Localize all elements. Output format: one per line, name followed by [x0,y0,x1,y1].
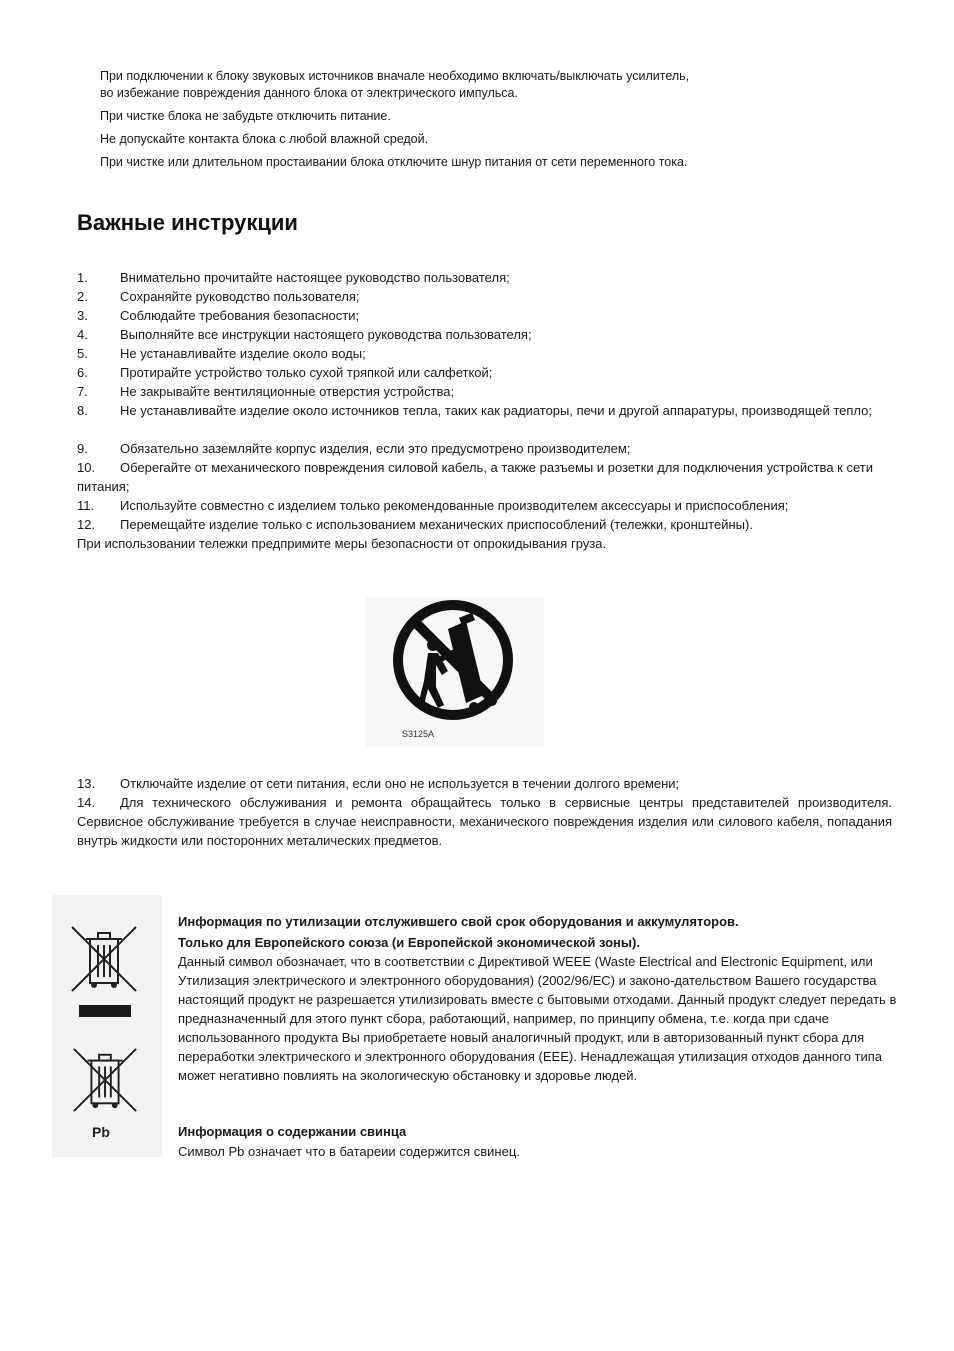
item-text: Обязательно заземляйте корпус изделия, если это предусмотрено производителем; [120,441,631,456]
list-item [77,515,892,534]
item-text: Протирайте устройство только сухой тряпкой или салфеткой; [120,365,493,380]
list-item [77,439,892,458]
list-item [77,496,892,515]
item-text: Не устанавливайте изделие около воды; [120,346,366,361]
cart-symbol-code: S3125A [402,729,435,739]
item-text: Для технического обслуживания и ремонта обращайтесь только в сервисные центры представителей производителя. Сервисное обслуживание требуется в случае неисправности, механического повреждения изделия или силового кабеля, попадания внутрь жидкости или посторонних металических предметов. [77,795,892,848]
solid-bar-icon [79,1005,131,1017]
page-title: Важные инструкции [77,210,298,235]
note-line: При чистке блока не забудьте отключить питание. [100,109,391,123]
list-item [77,287,892,306]
item-text: Внимательно прочитайте настоящее руководство пользователя; [120,270,510,285]
lead-body: Символ Pb означает что в батареии содержится свинец. [178,1144,520,1159]
item-number: 7. [77,384,88,399]
item-text: Соблюдайте требования безопасности; [120,308,360,323]
item-number: 1. [77,270,88,285]
item-number: 10. [77,460,96,475]
list-item [77,268,892,287]
item-number: 13. [77,776,96,791]
cart-warning-icon [366,597,544,747]
item-number: 8. [77,403,88,418]
list-item [77,306,892,325]
list-item [77,401,892,420]
item-text: Оберегайте от механического повреждения силовой кабель, а также разъемы и розетки для подключения устройства к сети питания; [77,460,873,494]
list-item [77,382,892,401]
cart-note: При использовании тележки предпримите меры безопасности от опрокидывания груза. [77,536,607,551]
item-number: 4. [77,327,88,342]
weee-title: Информация по утилизации отслужившего свой срок оборудования и аккумуляторов. [178,914,739,929]
weee-subtitle: Только для Европейского союза (и Европейской экономической зоны). [178,935,640,950]
note-line: во избежание повреждения данного блока от электрического импульса. [100,86,518,100]
item-text: Используйте совместно с изделием только рекомендованные производителем аксессуары и приспособления; [120,498,789,513]
item-number: 14. [77,795,96,810]
item-text: Отключайте изделие от сети питания, если оно не используется в течении долгого времени; [120,776,680,791]
item-number: 12. [77,517,96,532]
crossed-bin-icon [70,925,138,993]
list-item [77,325,892,344]
item-text: Перемещайте изделие только с использованием механических приспособлений (тележки, кронштейны). [120,517,753,532]
weee-body: Данный символ обозначает, что в соответствии с Директивой WEEE (Waste Electrical and Electronic Equipment, или Утилизация электрического и электронного оборудования) (2002/96/EC) и законо-дательством Вашего государства настоящий продукт не разрешается утилизировать вместе с бытовыми отходами. Данный продукт следует передать в предназначенный для этого пункт сбора, работающий, например, по принципу обмена, т.е. когда при сдаче использованного продукта Вы приобретаете новый аналогичный продукт, или в авторизованный пункт сбора для переработки электрического и электронного оборудования (EEE). Ненадлежащая утилизация отходов данного типа может негативно повлиять на экологическую обстановку и здоровье людей. [178,954,897,1083]
item-number: 5. [77,346,88,361]
list-item [77,793,892,850]
item-number: 6. [77,365,88,380]
item-number: 3. [77,308,88,323]
list-item [77,363,892,382]
note-line: При чистке или длительном простаивании блока отключите шнур питания от сети переменного тока. [100,155,688,169]
note-line: При подключении к блоку звуковых источников вначале необходимо включать/выключать усилитель, [100,69,690,83]
item-text: Сохраняйте руководство пользователя; [120,289,360,304]
item-text: Не устанавливайте изделие около источников тепла, таких как радиаторы, печи и другой аппаратуры, производящей тепло; [120,403,873,418]
list-item [77,458,892,496]
crossed-bin-icon [72,1047,138,1113]
list-item [77,774,892,793]
item-text: Не закрывайте вентиляционные отверстия устройства; [120,384,455,399]
note-line: Не допускайте контакта блока с любой влажной средой. [100,132,429,146]
lead-title: Информация о содержании свинца [178,1124,407,1139]
list-item [77,344,892,363]
item-number: 9. [77,441,88,456]
item-number: 11. [77,498,95,513]
item-number: 2. [77,289,88,304]
item-text: Выполняйте все инструкции настоящего руководства пользователя; [120,327,532,342]
disposal-icon-panel [52,895,162,1157]
pb-label: Pb [92,1124,110,1140]
